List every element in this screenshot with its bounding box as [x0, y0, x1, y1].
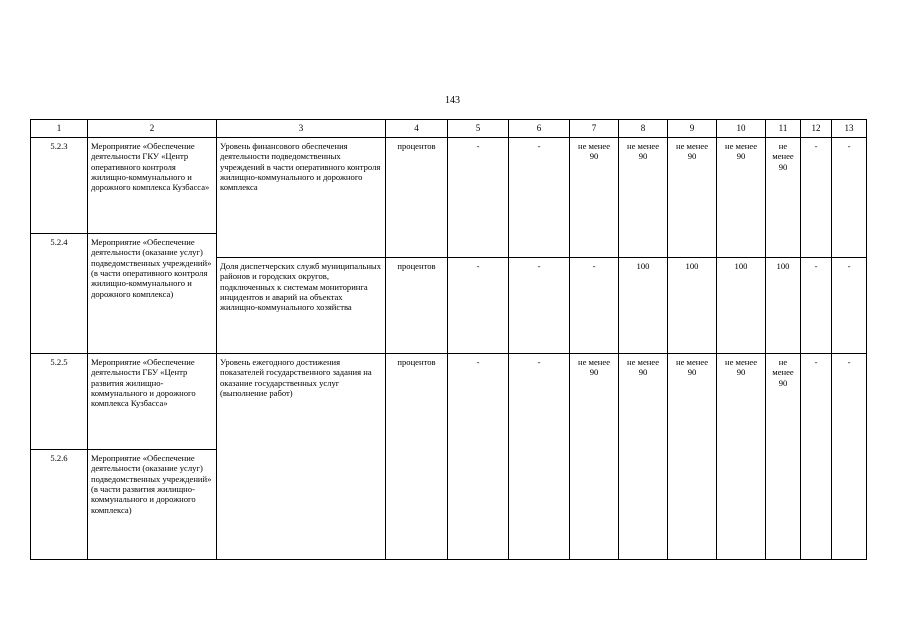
header-cell: 12	[801, 120, 832, 138]
value-cell: -	[801, 354, 832, 560]
header-cell: 6	[509, 120, 570, 138]
value-cell: 100	[766, 258, 801, 354]
value-cell: не менее 90	[668, 354, 717, 560]
value-cell: не менее 90	[717, 138, 766, 258]
measure-name: Мероприятие «Обеспечение деятельности (оказание услуг) подведомственных учреждений» (в части развития жилищно-коммунального и дорожного комплекса)	[88, 450, 217, 560]
value-cell: 100	[668, 258, 717, 354]
table-row	[31, 354, 867, 450]
header-cell: 1	[31, 120, 88, 138]
value-cell: -	[448, 258, 509, 354]
value-cell: не менее 90	[766, 138, 801, 258]
value-cell: -	[801, 138, 832, 258]
value-cell: -	[509, 354, 570, 560]
header-cell: 9	[668, 120, 717, 138]
measure-code: 5.2.5	[31, 354, 88, 450]
header-cell: 13	[832, 120, 867, 138]
indicator-name: Доля диспетчерских служб муниципальных районов и городских округов, подключенных к системам мониторинга инцидентов и аварий на объектах жилищно-коммунального хозяйства	[217, 258, 386, 354]
value-cell: 100	[619, 258, 668, 354]
header-cell: 2	[88, 120, 217, 138]
header-cell: 11	[766, 120, 801, 138]
value-cell: -	[832, 258, 867, 354]
measure-name: Мероприятие «Обеспечение деятельности ГБУ «Центр развития жилищно-коммунального и дорожного комплекса Кузбасса»	[88, 354, 217, 450]
page-number: 143	[445, 95, 460, 106]
header-cell: 3	[217, 120, 386, 138]
header-cell: 8	[619, 120, 668, 138]
indicators-table	[30, 119, 867, 560]
header-cell: 7	[570, 120, 619, 138]
value-cell: -	[509, 258, 570, 354]
value-cell: не менее 90	[570, 354, 619, 560]
value-cell: -	[448, 354, 509, 560]
header-row	[31, 120, 867, 138]
header-cell: 5	[448, 120, 509, 138]
value-cell: не менее 90	[570, 138, 619, 258]
header-cell: 10	[717, 120, 766, 138]
indicator-unit: процентов	[386, 354, 448, 560]
value-cell: -	[448, 138, 509, 258]
indicator-name: Уровень финансового обеспечения деятельности подведомственных учреждений в части оперативного контроля жилищно-коммунального и дорожного комплекса	[217, 138, 386, 258]
measure-code: 5.2.4	[31, 234, 88, 354]
value-cell: не менее 90	[766, 354, 801, 560]
measure-name: Мероприятие «Обеспечение деятельности (оказание услуг) подведомственных учреждений» (в части оперативного контроля жилищно-коммунального и дорожного комплекса)	[88, 234, 217, 354]
value-cell: не менее 90	[717, 354, 766, 560]
value-cell: -	[570, 258, 619, 354]
header-cell: 4	[386, 120, 448, 138]
value-cell: 100	[717, 258, 766, 354]
indicator-unit: процентов	[386, 258, 448, 354]
value-cell: не менее 90	[619, 354, 668, 560]
value-cell: -	[801, 258, 832, 354]
value-cell: -	[509, 138, 570, 258]
indicator-unit: процентов	[386, 138, 448, 258]
value-cell: -	[832, 138, 867, 258]
measure-code: 5.2.6	[31, 450, 88, 560]
indicator-name: Уровень ежегодного достижения показателей государственного задания на оказание государственных услуг (выполнение работ)	[217, 354, 386, 560]
measure-name: Мероприятие «Обеспечение деятельности ГКУ «Центр оперативного контроля жилищно-коммунального и дорожного комплекса Кузбасса»	[88, 138, 217, 234]
value-cell: не менее 90	[668, 138, 717, 258]
value-cell: не менее 90	[619, 138, 668, 258]
table-row	[31, 138, 867, 234]
measure-code: 5.2.3	[31, 138, 88, 234]
value-cell: -	[832, 354, 867, 560]
